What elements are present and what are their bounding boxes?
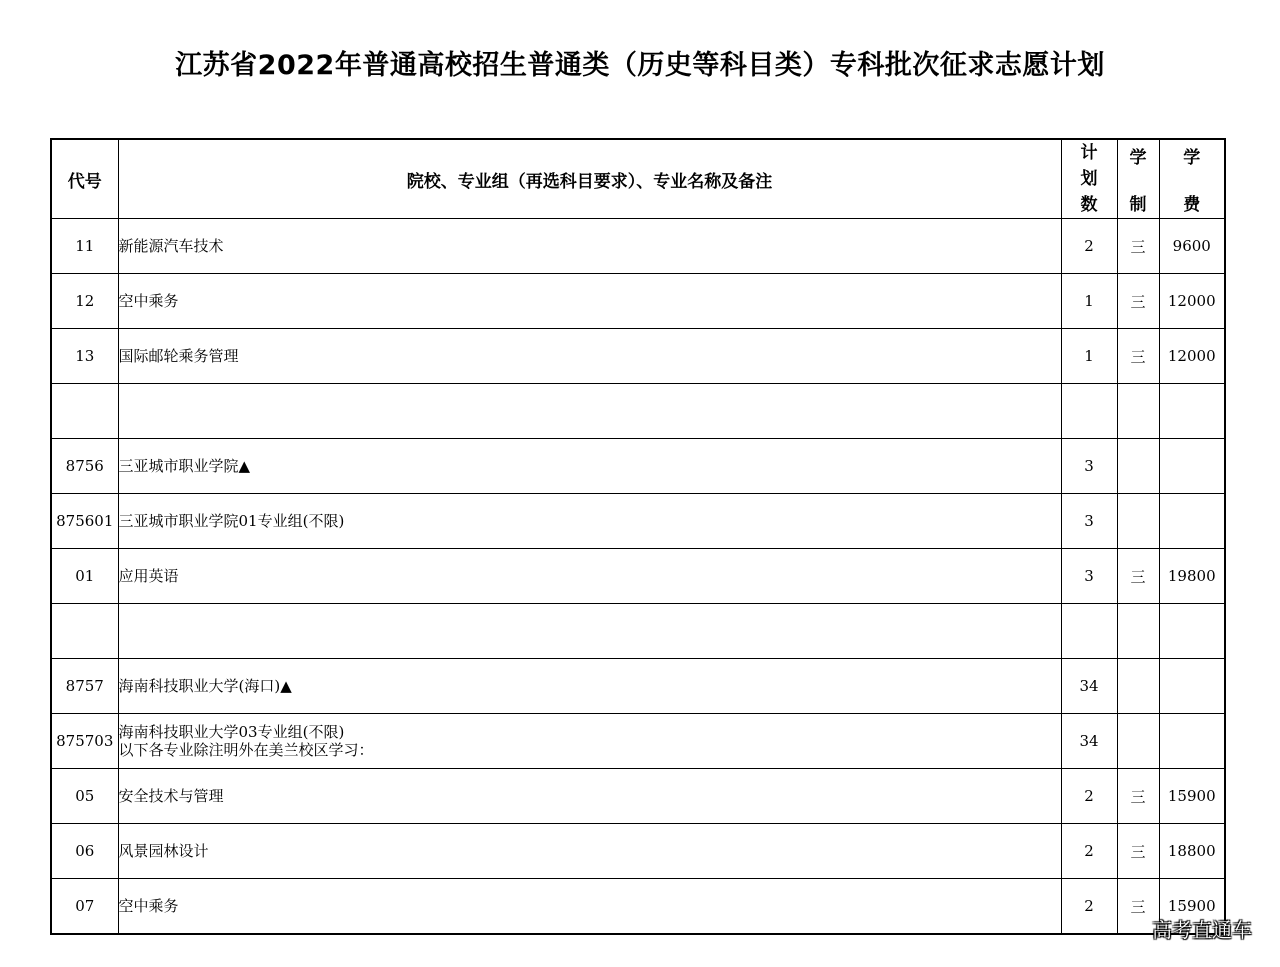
cell-plan: 2: [1061, 824, 1117, 879]
cell-code: 07: [51, 879, 118, 935]
header-duration-char: 制: [1129, 195, 1147, 215]
cell-name: [118, 329, 1061, 384]
cell-duration: 三: [1117, 274, 1159, 329]
cell-name-line: 风景园林设计: [118, 842, 209, 860]
cell-code: [51, 604, 118, 659]
table-body: [51, 219, 1225, 935]
table-row: [51, 604, 1225, 659]
cell-name: [118, 769, 1061, 824]
cell-code: [51, 384, 118, 439]
cell-name: [118, 549, 1061, 604]
cell-code: 13: [51, 329, 118, 384]
cell-name: [118, 879, 1061, 935]
cell-plan: 3: [1061, 439, 1117, 494]
cell-name-line: 安全技术与管理: [118, 787, 224, 805]
header-plan-char: 数: [1080, 195, 1098, 215]
cell-name-line: 国际邮轮乘务管理: [118, 347, 239, 365]
cell-duration: [1117, 494, 1159, 549]
cell-duration: [1117, 384, 1159, 439]
cell-plan: 3: [1061, 549, 1117, 604]
header-fee-char: 费: [1183, 195, 1201, 215]
cell-duration: 三: [1117, 824, 1159, 879]
cell-duration: 三: [1117, 549, 1159, 604]
cell-plan: 2: [1061, 769, 1117, 824]
cell-plan: [1061, 604, 1117, 659]
cell-name: [118, 659, 1061, 714]
cell-name-line: 海南科技职业大学(海口)▲: [118, 677, 292, 695]
cell-code: 06: [51, 824, 118, 879]
header-fee-char: 学: [1183, 148, 1201, 168]
cell-duration: 三: [1117, 219, 1159, 274]
table-row: [51, 219, 1225, 274]
cell-fee: [1159, 604, 1225, 659]
cell-name: [118, 714, 1061, 769]
header-duration-char: 学: [1129, 148, 1147, 168]
cell-fee: [1159, 439, 1225, 494]
plan-table: [50, 138, 1226, 935]
cell-code: 8756: [51, 439, 118, 494]
table-row: [51, 714, 1225, 769]
cell-duration: 三: [1117, 329, 1159, 384]
cell-name-line: 应用英语: [118, 567, 179, 585]
cell-code: 05: [51, 769, 118, 824]
cell-name-line: 空中乘务: [118, 897, 179, 915]
cell-duration: [1117, 714, 1159, 769]
header-name: 院校、专业组（再选科目要求）、专业名称及备注: [118, 139, 1061, 219]
cell-code: 12: [51, 274, 118, 329]
cell-name: [118, 604, 1061, 659]
cell-name-line: 空中乘务: [118, 292, 179, 310]
cell-fee: 19800: [1159, 549, 1225, 604]
cell-fee: [1159, 714, 1225, 769]
cell-code: 01: [51, 549, 118, 604]
table-row: [51, 549, 1225, 604]
cell-code: 875703: [51, 714, 118, 769]
cell-plan: 34: [1061, 714, 1117, 769]
table-row: [51, 659, 1225, 714]
cell-name-line: 新能源汽车技术: [118, 237, 224, 255]
table-row: [51, 439, 1225, 494]
cell-fee: 9600: [1159, 219, 1225, 274]
cell-code: 875601: [51, 494, 118, 549]
table-row: [51, 274, 1225, 329]
cell-name: [118, 494, 1061, 549]
cell-duration: [1117, 604, 1159, 659]
cell-fee: [1159, 659, 1225, 714]
header-plan: [1061, 139, 1117, 219]
cell-duration: [1117, 659, 1159, 714]
table-row: [51, 769, 1225, 824]
header-fee: [1159, 139, 1225, 219]
cell-fee: 15900: [1159, 879, 1225, 935]
cell-plan: 2: [1061, 879, 1117, 935]
watermark: 高考直通车: [1152, 918, 1252, 942]
cell-plan: 3: [1061, 494, 1117, 549]
cell-duration: 三: [1117, 879, 1159, 935]
header-plan-char: 计: [1080, 143, 1098, 163]
cell-plan: 1: [1061, 274, 1117, 329]
page-title: 江苏省2022年普通高校招生普通类（历史等科目类）专科批次征求志愿计划: [175, 50, 1105, 81]
cell-name: [118, 274, 1061, 329]
cell-fee: 12000: [1159, 274, 1225, 329]
cell-fee: 18800: [1159, 824, 1225, 879]
cell-plan: [1061, 384, 1117, 439]
cell-name: [118, 439, 1061, 494]
table-row: [51, 384, 1225, 439]
cell-plan: 1: [1061, 329, 1117, 384]
header-duration: [1117, 139, 1159, 219]
cell-duration: 三: [1117, 769, 1159, 824]
cell-plan: 34: [1061, 659, 1117, 714]
cell-fee: 12000: [1159, 329, 1225, 384]
cell-name: [118, 384, 1061, 439]
cell-code: 11: [51, 219, 118, 274]
cell-name-line: 以下各专业除注明外在美兰校区学习：: [118, 741, 374, 759]
table-row: [51, 329, 1225, 384]
table-row: [51, 494, 1225, 549]
cell-plan: 2: [1061, 219, 1117, 274]
cell-name-line: 三亚城市职业学院01专业组(不限): [118, 512, 345, 530]
table-row: [51, 879, 1225, 935]
cell-name: [118, 824, 1061, 879]
cell-name-line: 三亚城市职业学院▲: [118, 457, 251, 475]
cell-name: [118, 219, 1061, 274]
cell-fee: [1159, 494, 1225, 549]
header-code: 代号: [51, 139, 118, 219]
cell-duration: [1117, 439, 1159, 494]
cell-name-line: 海南科技职业大学03专业组(不限): [118, 723, 345, 741]
cell-fee: [1159, 384, 1225, 439]
cell-code: 8757: [51, 659, 118, 714]
table-row: [51, 824, 1225, 879]
cell-fee: 15900: [1159, 769, 1225, 824]
header-plan-char: 划: [1080, 169, 1098, 189]
table-header-row: [51, 139, 1225, 219]
